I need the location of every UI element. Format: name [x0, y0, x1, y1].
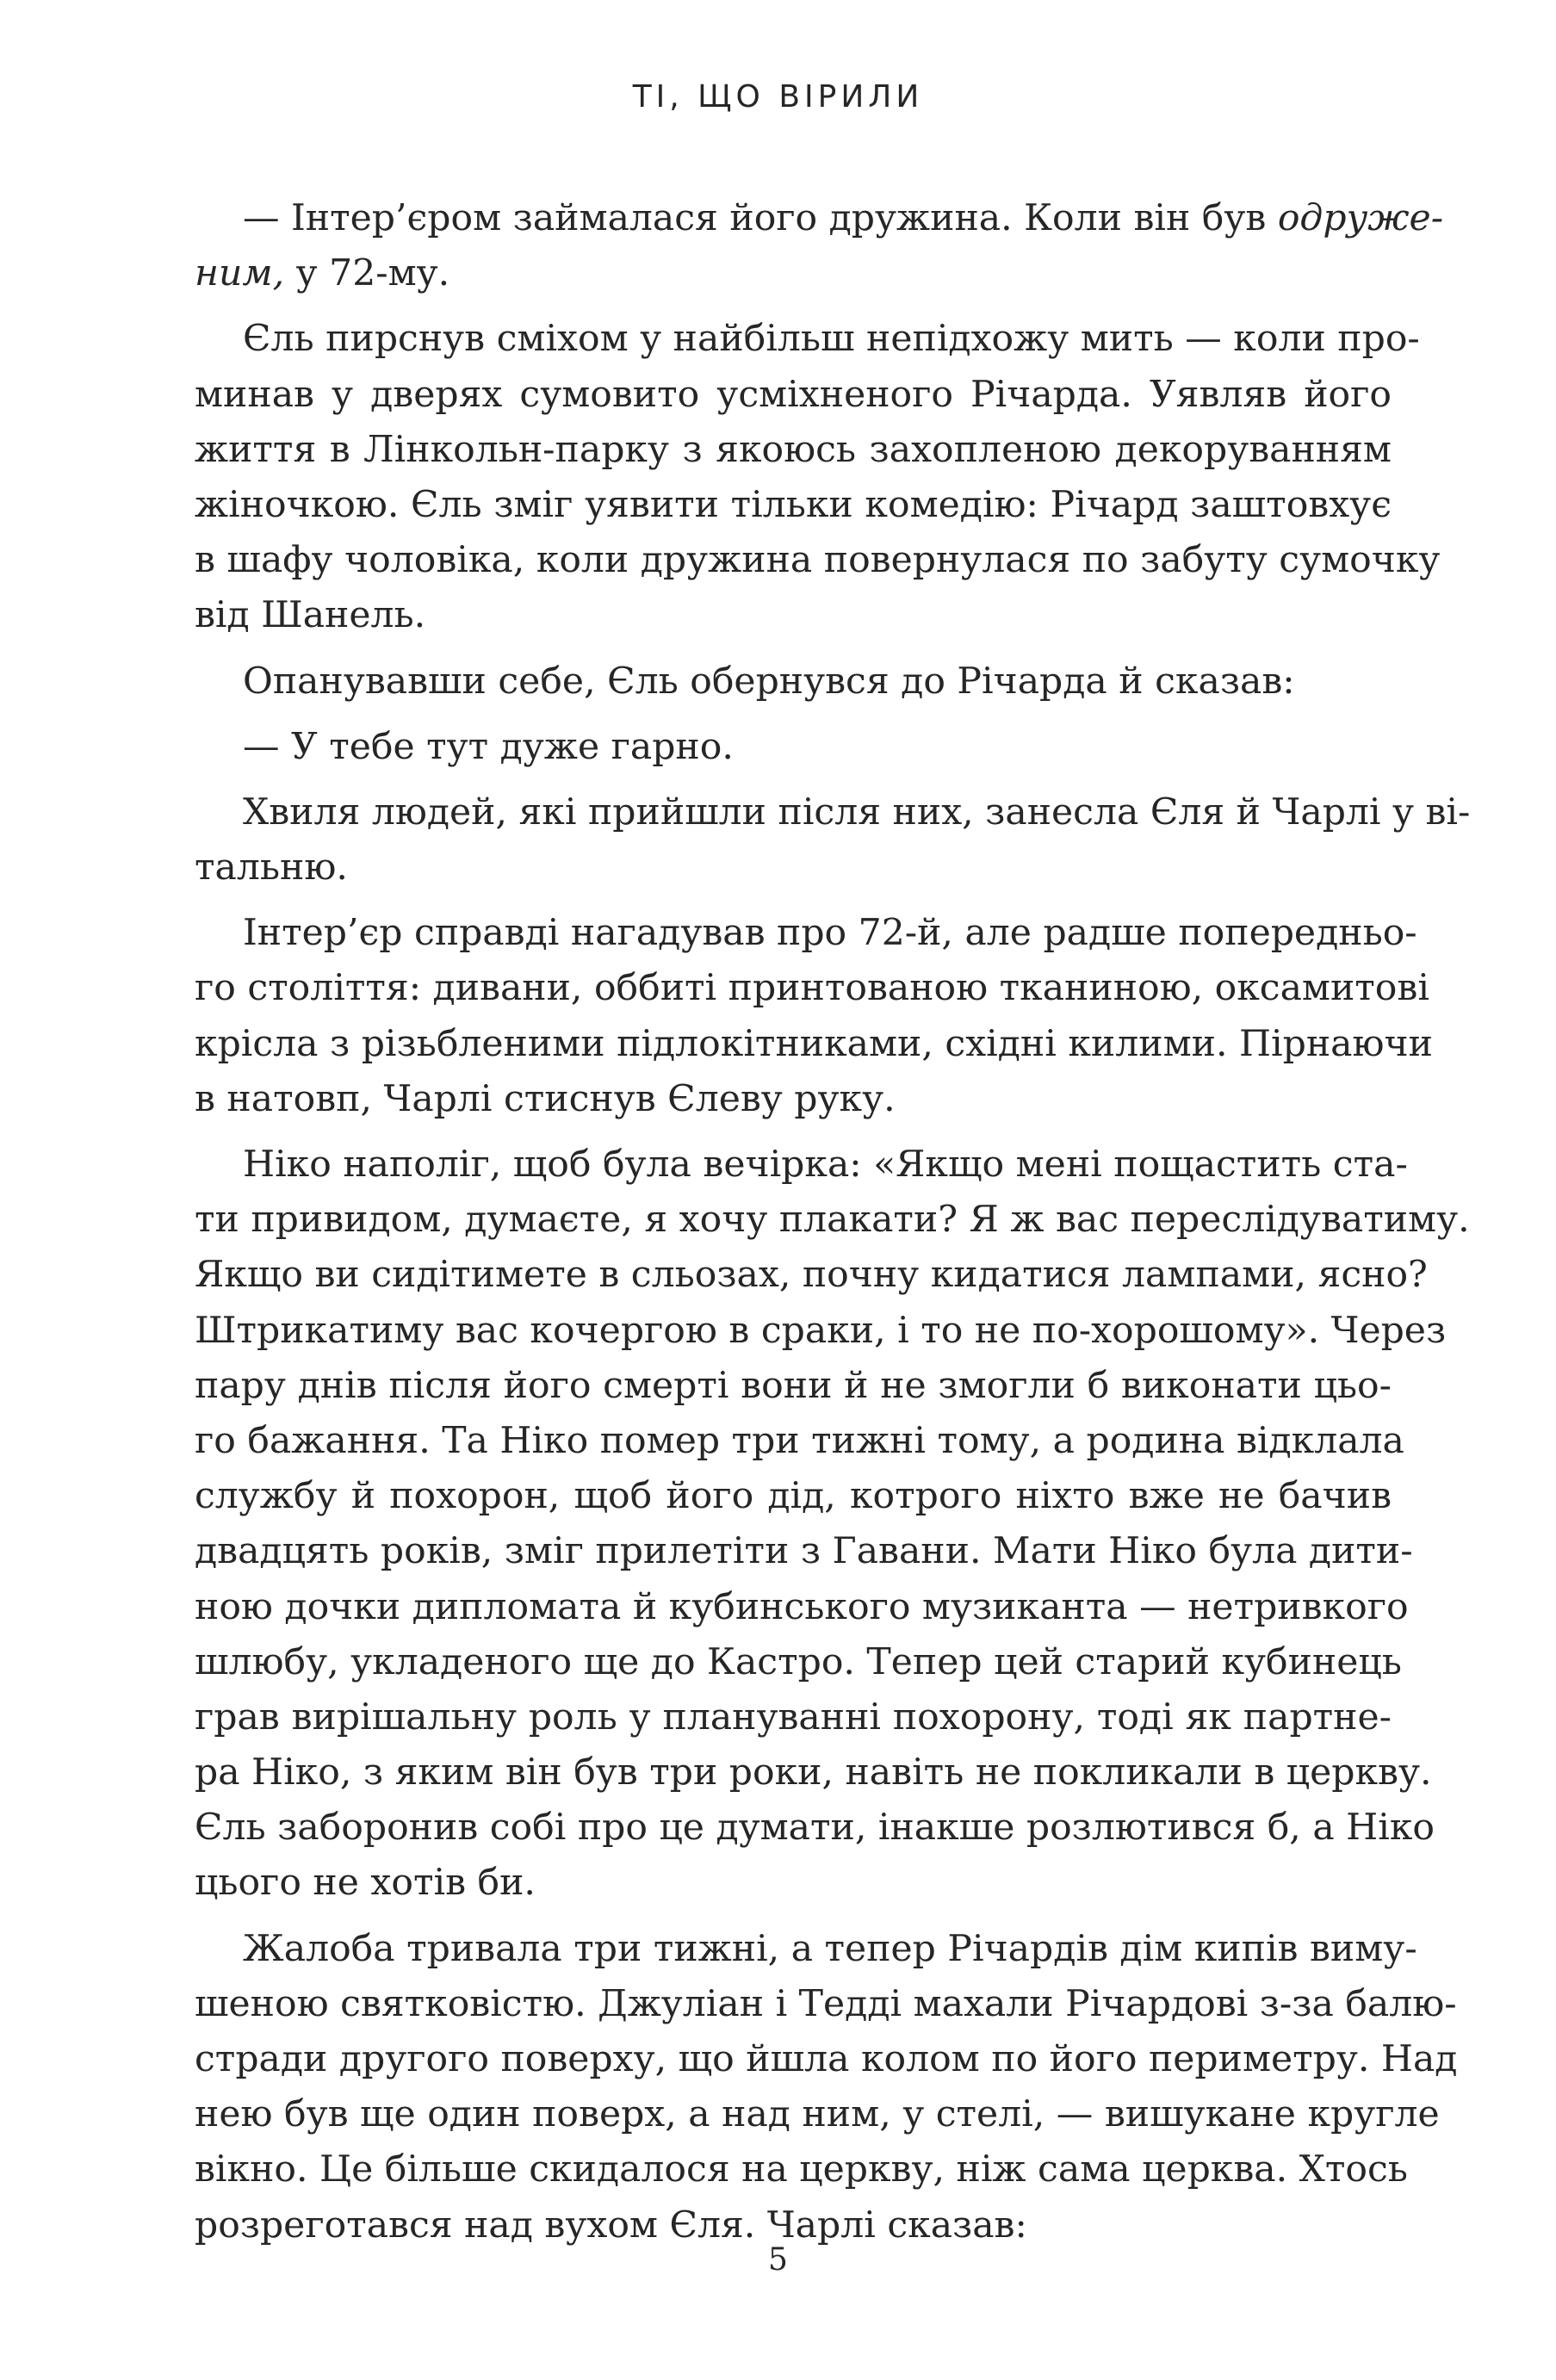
text-line: Опанувавши себе, Єль обернувся до Річарда й сказав:	[243, 660, 1295, 703]
text-line: Штрикатиму вас кочергою в сраки, і то не по-хорошому». Через	[195, 1309, 1447, 1352]
text-line: грав вирішальну роль у плануванні похорону, тоді як партне-	[195, 1695, 1392, 1739]
text-line: службу й похорон, щоб його дід, котрого ніхто вже не бачив	[195, 1475, 1392, 1518]
page-number: 5	[768, 2242, 788, 2278]
text-line: Єль пирснув сміхом у найбільш непідхожу мить — коли про-	[243, 318, 1420, 361]
text-line: тальню.	[195, 846, 348, 889]
text-line: ти привидом, думаєте, я хочу плакати? Я ж вас переслідуватиму.	[195, 1199, 1470, 1242]
text-line: нею був ще один поверх, а над ним, у стелі, — вишукане кругле	[195, 2093, 1440, 2136]
text-line: Хвиля людей, які прийшли після них, занесла Єля й Чарлі у ві-	[243, 790, 1471, 834]
text-line: вікно. Це більше скидалося на церкву, ніж сама церква. Хтось	[195, 2148, 1408, 2191]
running-head: ТІ, ЩО ВІРИЛИ	[632, 79, 924, 115]
text-line: Єль заборонив собі про це думати, інакше розлютився б, а Ніко	[195, 1807, 1435, 1850]
text-line: Ніко наполіг, щоб була вечірка: «Якщо мені пощастить ста-	[243, 1144, 1408, 1186]
text-line: шлюбу, укладеного ще до Кастро. Тепер цей старий кубинець	[195, 1640, 1402, 1683]
text-line: минав у дверях сумовито усміхненого Річарда. Уявляв його	[195, 373, 1392, 416]
paragraph	[195, 312, 1441, 643]
text-line: ним, у 72-му.	[195, 252, 450, 295]
paragraph	[195, 785, 1471, 896]
text-line: — Інтер’єром займалася його дружина. Коли він був одруже-	[243, 197, 1444, 239]
text-line: шеною святковістю. Джуліан і Тедді махали Річардові з-за балю-	[195, 1982, 1457, 2025]
text-line: в шафу чоловіка, коли дружина повернулася по забуту сумочку	[195, 539, 1441, 582]
italic-word: одруже-	[1277, 197, 1444, 239]
italic-word: ним,	[195, 252, 285, 295]
paragraph	[195, 191, 1444, 301]
text-line: го бажання. Та Ніко помер три тижні тому, а родина відклала	[195, 1419, 1404, 1462]
text-line: ною дочки дипломата й кубинського музиканта — нетривкого	[195, 1585, 1409, 1628]
body-text	[195, 191, 1471, 2253]
paragraph	[195, 1922, 1458, 2253]
text-line: життя в Лінкольн-парку з якоюсь захопленою декоруванням	[195, 428, 1392, 471]
paragraph	[195, 654, 1392, 710]
text-line: го століття: дивани, оббиті принтованою тканиною, оксамитові	[195, 967, 1429, 1010]
text-line: ра Ніко, з яким він був три роки, навіть не покликали в церкву.	[195, 1751, 1432, 1794]
text-line: цього не хотів би.	[195, 1862, 536, 1905]
text-line: розреготався над вухом Єля. Чарлі сказав:	[195, 2203, 1027, 2247]
text-line: стради другого поверху, що йшла колом по його периметру. Над	[195, 2038, 1458, 2080]
text-line: двадцять років, зміг прилетіти з Гавани. Мати Ніко була дити-	[195, 1530, 1413, 1573]
text-line: пару днів після його смерті вони й не змогли б виконати цьо-	[195, 1364, 1392, 1407]
paragraph	[195, 720, 1392, 775]
text-line: крісла з різьбленими підлокітниками, східні килими. Пірнаючи	[195, 1022, 1433, 1065]
text-line: Жалоба тривала три тижні, а тепер Річардів дім кипів виму-	[243, 1927, 1417, 1970]
text-line: від Шанель.	[195, 594, 426, 637]
text-line: жіночкою. Єль зміг уявити тільки комедію: Річард заштовхує	[195, 483, 1392, 526]
text-line: Інтер’єр справді нагадував про 72-й, але радше попередньо-	[243, 912, 1417, 955]
text-line: в натовп, Чарлі стиснув Єлеву руку.	[195, 1077, 896, 1120]
text-line: — У тебе тут дуже гарно.	[243, 725, 734, 768]
text-line: Якщо ви сидітимете в сльозах, почну кидатися лампами, ясно?	[195, 1254, 1428, 1297]
paragraph	[195, 906, 1433, 1127]
paragraph	[195, 1137, 1470, 1912]
